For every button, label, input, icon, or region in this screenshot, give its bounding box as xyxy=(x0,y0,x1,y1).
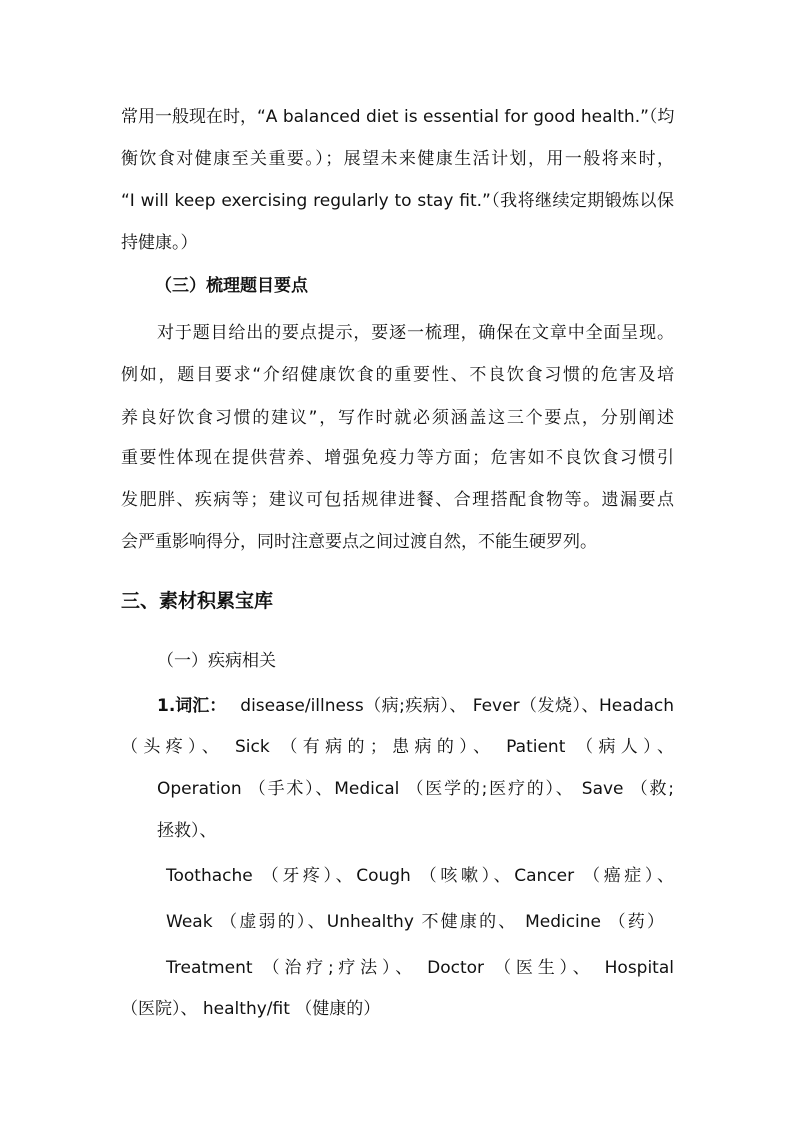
paragraph-line: 衡饮食对健康至关重要。）；展望未来健康生活计划，用一般将来时， xyxy=(121,149,674,169)
paragraph-line: 发肥胖、疾病等；建议可包括规律进餐、合理搭配食物等。遗漏要点 xyxy=(121,490,674,510)
vocab-line: Weak （虚弱的）、Unhealthy 不健康的、 Medicine （药） xyxy=(166,912,664,932)
vocab-line: （医院）、 healthy/fit （健康的） xyxy=(121,999,381,1019)
vocab-line: 拯救）、 xyxy=(157,821,217,841)
vocab-line: Treatment （治疗;疗法）、 Doctor （医生）、 Hospital xyxy=(166,958,674,978)
vocab-first-line xyxy=(157,695,674,717)
paragraph-line: 对于题目给出的要点提示，要逐一梳理，确保在文章中全面呈现。 xyxy=(157,323,674,343)
subheading: （一）疾病相关 xyxy=(157,651,276,671)
paragraph-line: 例如，题目要求“介绍健康饮食的重要性、不良饮食习惯的危害及培 xyxy=(121,365,674,385)
vocab-line: Toothache （牙疼）、Cough （咳嗽）、Cancer （癌症）、 xyxy=(166,866,674,886)
vocab-line: （头疼）、 Sick （有病的；患病的）、 Patient （病人）、 xyxy=(121,737,674,757)
vocab-line: Operation （手术）、Medical （医学的;医疗的）、 Save （救; xyxy=(157,779,674,799)
paragraph-line: 养良好饮食习惯的建议”，写作时就必须涵盖这三个要点，分别阐述 xyxy=(121,408,674,428)
paragraph-line: 常用一般现在时，“A balanced diet is essential for good health.”（均 xyxy=(121,107,675,127)
paragraph-line: “I will keep exercising regularly to stay fit.”（我将继续定期锻炼以保 xyxy=(121,191,674,211)
paragraph-line: 会严重影响得分，同时注意要点之间过渡自然，不能生硬罗列。 xyxy=(121,532,597,552)
section-heading: 三、素材积累宝库 xyxy=(121,590,274,612)
vocab-line: disease/illness（病;疾病）、 Fever（发烧）、Headach xyxy=(240,696,674,716)
paragraph-line: 重要性体现在提供营养、增强免疫力等方面；危害如不良饮食习惯引 xyxy=(121,448,674,468)
subheading: （三）梳理题目要点 xyxy=(155,276,308,296)
paragraph-line: 持健康。） xyxy=(121,233,198,253)
vocab-label: 1.词汇： xyxy=(157,696,227,716)
